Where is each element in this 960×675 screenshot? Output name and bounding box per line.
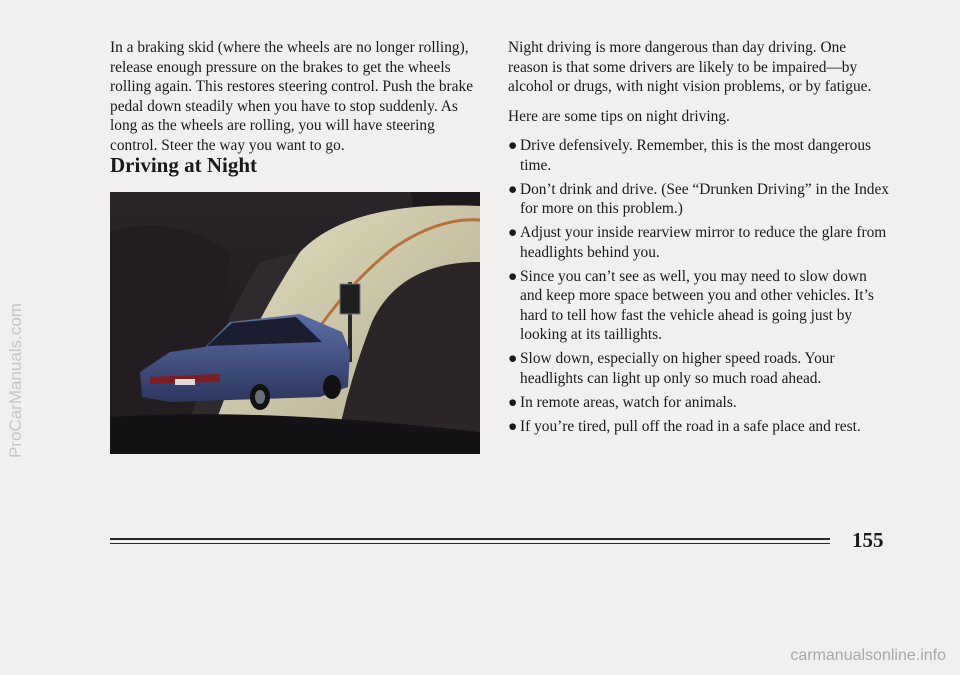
night-driving-tips-list — [508, 136, 890, 436]
bullet-icon: ● — [508, 393, 518, 411]
footer-rule — [110, 538, 830, 540]
bottom-watermark: carmanualsonline.info — [790, 647, 946, 664]
bullet-icon: ● — [508, 350, 518, 367]
list-item: ● Slow down, especially on higher speed roads. Your headlights can light up only so much road ahead. — [508, 350, 835, 387]
night-driving-intro: Night driving is more dangerous than day driving. One reason is that some drivers are likely to be impaired—by alcohol or drugs, with night vision problems, or by fatigue. — [508, 39, 872, 95]
bullet-icon: ● — [508, 224, 518, 241]
list-item: ● In remote areas, watch for animals. — [508, 393, 737, 411]
footer-rules — [110, 538, 830, 547]
right-column — [508, 38, 890, 441]
left-column — [110, 38, 482, 155]
tips-intro: Here are some tips on night driving. — [508, 107, 730, 125]
night-road-illustration — [110, 192, 480, 454]
side-watermark: ProCarManuals.com — [6, 303, 25, 458]
bullet-icon: ● — [508, 137, 518, 154]
night-driving-photo — [110, 192, 480, 454]
list-item: ● Adjust your inside rearview mirror to reduce the glare from headlights behind you. — [508, 224, 887, 261]
footer-rule — [110, 543, 830, 545]
bullet-icon: ● — [508, 417, 518, 435]
list-item: ● If you’re tired, pull off the road in a safe place and rest. — [508, 417, 861, 435]
braking-skid-paragraph: In a braking skid (where the wheels are no longer rolling), release enough pressure on the brakes to get the wheels rolling again. This restores steering control. Push the brake pedal down steadily when you have to stop suddenly. As long as the wheels are rolling, you will have steering control. Steer the way you want to go. — [110, 39, 474, 154]
list-item: ● Since you can’t see as well, you may need to slow down and keep more space between you and other vehicles. It’s hard to tell how fast the vehicle ahead is going just by looking at its taillights. — [508, 267, 874, 343]
section-heading: Driving at Night — [110, 153, 257, 177]
page-number: 155 — [852, 528, 884, 552]
bullet-icon: ● — [508, 267, 518, 285]
bullet-icon: ● — [508, 180, 518, 198]
list-item: ● Drive defensively. Remember, this is the most dangerous time. — [508, 137, 872, 174]
list-item: ● Don’t drink and drive. (See “Drunken Driving” in the Index for more on this problem.) — [508, 180, 889, 217]
